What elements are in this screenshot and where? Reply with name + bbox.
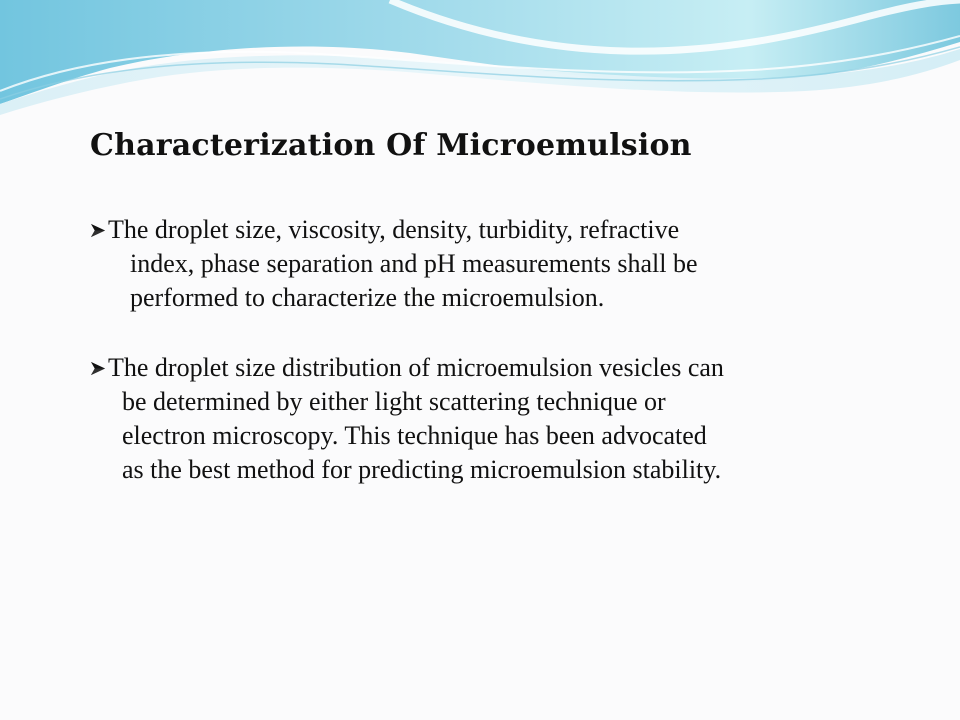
bullet-item-2 [90, 351, 890, 487]
arrowhead-icon [90, 213, 108, 247]
bullet-2-line-4: as the best method for predicting microemulsion stability. [122, 455, 722, 484]
bullet-item-1 [90, 213, 890, 315]
bullet-2-line-2: be determined by either light scattering technique or [122, 387, 666, 416]
bullet-1-line-2: index, phase separation and pH measurements shall be [130, 249, 698, 278]
header-wave-decoration [0, 0, 960, 120]
bullet-2-line-3: electron microscopy. This technique has been advocated [122, 421, 707, 450]
slide-title: Characterization Of Microemulsion [90, 128, 692, 163]
bullet-1-line-3: performed to characterize the microemulsion. [130, 283, 605, 312]
bullet-1-text-line-1: The droplet size, viscosity, density, turbidity, refractive [108, 215, 680, 244]
arrowhead-icon [90, 351, 108, 385]
bullet-2-text-line-1: The droplet size distribution of microemulsion vesicles can [108, 353, 724, 382]
bullet-2-line-1 [90, 351, 890, 385]
bullet-1-line-1 [90, 213, 890, 247]
